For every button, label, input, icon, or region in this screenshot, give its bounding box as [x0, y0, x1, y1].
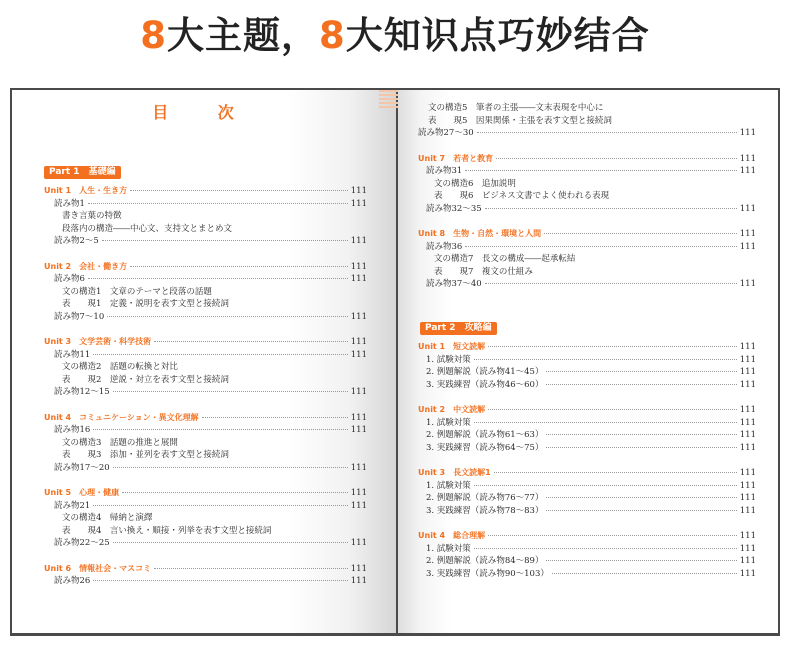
toc-entry-label: 読み物7～10: [54, 311, 105, 322]
toc-entry: [426, 543, 756, 555]
toc-entry: [426, 442, 756, 454]
toc-entry-label: 読み物12～15: [54, 387, 110, 397]
page-number: 111: [739, 493, 756, 503]
left-page: [12, 90, 396, 633]
toc-entry: [62, 449, 367, 461]
toc-entry-label: 1. 試験対策: [426, 417, 471, 428]
toc-entry-label: 文の構造5 筆者の主張――文末表現を中心に: [428, 103, 604, 113]
toc-entry: [426, 555, 756, 567]
unit-title: Unit 5 心理・健康: [44, 488, 120, 497]
toc-entry: [426, 568, 756, 580]
toc-entry: [434, 266, 756, 278]
toc-entry-label: 表 現2 逆説・対立を表す文型と接続詞: [62, 374, 229, 385]
toc-entry: [428, 115, 756, 127]
toc-entry: [434, 253, 756, 265]
toc-entry: [62, 512, 367, 524]
toc-entry: [62, 437, 367, 449]
toc-entry: [54, 349, 367, 361]
toc-entry: [62, 525, 367, 537]
unit-heading: [44, 261, 367, 273]
toc-entry: [62, 286, 367, 298]
toc-entry-label: 読み物6: [54, 274, 85, 284]
page-number: 111: [350, 261, 367, 272]
toc-entry-label: 読み物37～40: [426, 279, 482, 289]
dot-leader: [465, 245, 736, 247]
toc-entry: [426, 429, 756, 441]
unit-title: Unit 7 若者と教育: [418, 153, 494, 163]
toc-entry-label: 1. 試験対策: [426, 480, 471, 491]
page-number: 111: [739, 166, 756, 176]
part-heading-badge: Part 2 攻略編: [420, 322, 497, 335]
dot-leader: [93, 428, 347, 430]
unit-heading: [418, 228, 756, 240]
toc-title: 目 次: [152, 103, 256, 122]
toc-entry-label: 1. 試験対策: [426, 354, 471, 365]
banner-number-2: 8: [319, 14, 346, 57]
page-number: 111: [739, 468, 756, 478]
dot-leader: [488, 408, 737, 410]
dot-leader: [485, 207, 737, 209]
unit-title: Unit 6 情報社会・マスコミ: [44, 563, 152, 573]
dot-leader: [494, 471, 737, 473]
unit-heading: [418, 153, 756, 165]
toc-entry: [426, 203, 756, 215]
unit-heading: [418, 467, 756, 479]
page-number: 111: [350, 488, 367, 498]
toc-entry-label: 3. 実践練習（読み物46～60）: [426, 379, 544, 390]
toc-entry-label: 文の構造7 長文の構成――起承転結: [434, 254, 576, 264]
toc-entry: [54, 311, 367, 323]
dot-leader: [546, 559, 736, 561]
open-book: [10, 88, 780, 636]
page-number: 111: [350, 387, 367, 397]
dot-leader: [113, 541, 348, 543]
dot-leader: [496, 157, 737, 159]
toc-entry-label: 表 現3 添加・並列を表す文型と接続詞: [62, 450, 229, 460]
page-number: 111: [739, 229, 756, 239]
unit-heading: [44, 487, 367, 499]
dot-leader: [88, 277, 348, 279]
dot-leader: [202, 416, 348, 418]
toc-entry: [418, 127, 756, 139]
toc-entry: [426, 492, 756, 504]
toc-entry: [426, 354, 756, 366]
toc-entry: [62, 361, 367, 373]
dot-leader: [485, 282, 737, 284]
toc-entry-label: 読み物27～30: [418, 128, 474, 138]
page-number: 111: [350, 337, 367, 347]
right-page: [398, 90, 778, 633]
page-number: 111: [350, 198, 367, 209]
toc-entry-label: 2. 例題解説（読み物41～45）: [426, 367, 544, 377]
unit-heading: [44, 185, 367, 197]
page-number: 111: [739, 543, 756, 554]
page-number: 111: [739, 153, 756, 164]
toc-entry-label: 読み物26: [54, 576, 91, 586]
dot-leader: [93, 579, 347, 581]
page-number: 111: [739, 354, 756, 365]
unit-heading: [44, 412, 367, 424]
toc-entry: [426, 417, 756, 429]
toc-entry-label: 読み物16: [54, 425, 91, 435]
toc-entry: [62, 210, 367, 222]
toc-entry: [428, 102, 756, 114]
toc-entry: [54, 537, 367, 549]
dot-leader: [130, 189, 348, 191]
unit-title: Unit 2 中文読解: [418, 405, 486, 414]
page-number: 111: [739, 430, 756, 440]
dot-leader: [154, 567, 348, 569]
toc-entry: [54, 424, 367, 436]
toc-entry-label: 3. 実践練習（読み物90～103）: [426, 568, 549, 579]
unit-heading: [418, 404, 756, 416]
page-number: 111: [739, 568, 756, 579]
toc-entry-label: 1. 試験対策: [426, 543, 471, 554]
toc-entry-label: 文の構造4 帰納と演繹: [62, 513, 153, 523]
toc-entry-label: 読み物2～5: [54, 236, 99, 246]
part-heading-badge: Part 1 基礎編: [44, 166, 121, 179]
unit-heading: [418, 341, 756, 353]
toc-entry-label: 表 現4 言い換え・順接・列挙を表す文型と接続詞: [62, 525, 272, 536]
page-number: 111: [350, 186, 367, 196]
unit-title: Unit 3 文学芸術・科学技術: [44, 337, 152, 346]
dot-leader: [546, 496, 736, 498]
page-number: 111: [739, 379, 756, 390]
page-number: 111: [350, 349, 367, 360]
dot-leader: [474, 358, 737, 360]
unit-heading: [44, 336, 367, 348]
page-number: 111: [739, 241, 756, 252]
toc-entry-label: 表 現5 因果関係・主張を表す文型と接続詞: [428, 115, 612, 126]
page-number: 111: [739, 342, 756, 352]
unit-title: Unit 2 会社・働き方: [44, 261, 128, 271]
toc-entry-label: 3. 実践練習（読み物64～75）: [426, 442, 544, 453]
toc-entry: [426, 505, 756, 517]
toc-entry-label: 文の構造6 追加説明: [434, 178, 516, 189]
toc-entry: [426, 278, 756, 290]
toc-entry-label: 読み物11: [54, 349, 91, 360]
toc-entry-label: 表 現6 ビジネス文書でよく使われる表現: [434, 191, 610, 201]
page-number: 111: [739, 405, 756, 415]
dot-leader: [93, 504, 347, 506]
page-number: 111: [350, 274, 367, 284]
page-number: 111: [739, 505, 756, 516]
unit-title: Unit 4 コミュニケーション・異文化理解: [44, 412, 199, 422]
unit-title: Unit 1 短文読解: [418, 342, 486, 351]
dot-leader: [546, 433, 736, 435]
toc-entry: [54, 235, 367, 247]
toc-entry-label: 2. 例題解説（読み物84～89）: [426, 556, 544, 566]
page-number: 111: [350, 500, 367, 511]
page-number: 111: [350, 425, 367, 435]
dot-leader: [544, 232, 737, 234]
page-number: 111: [350, 236, 367, 246]
toc-entry: [426, 165, 756, 177]
toc-entry-label: 3. 実践練習（読み物78～83）: [426, 505, 544, 516]
unit-heading: [44, 563, 367, 575]
dot-leader: [474, 547, 737, 549]
unit-title: Unit 8 生物・自然・環境と人間: [418, 229, 542, 238]
dot-leader: [474, 421, 737, 423]
dot-leader: [465, 169, 736, 171]
toc-entry: [434, 178, 756, 190]
page-number: 111: [350, 538, 367, 548]
toc-entry: [62, 374, 367, 386]
banner-text-1: 大主题，: [167, 14, 319, 57]
dot-leader: [107, 315, 348, 317]
toc-entry-label: 表 現1 定義・説明を表す文型と接続詞: [62, 299, 229, 309]
toc-entry: [54, 462, 367, 474]
page-number: 111: [739, 442, 756, 453]
toc-entry-label: 読み物36: [426, 241, 463, 252]
toc-entry-label: 書き言葉の特徴: [62, 211, 122, 221]
dot-leader: [546, 383, 736, 385]
page-number: 111: [739, 417, 756, 428]
dot-leader: [93, 353, 347, 355]
dot-leader: [546, 446, 736, 448]
page-number: 111: [350, 576, 367, 586]
toc-entry-label: 文の構造1 文章のテーマと段落の話題: [62, 286, 212, 297]
page-number: 111: [350, 311, 367, 322]
toc-entry: [62, 223, 367, 235]
dot-leader: [552, 572, 737, 574]
toc-entry: [426, 366, 756, 378]
toc-entry: [426, 480, 756, 492]
dot-leader: [88, 202, 348, 204]
toc-entry: [434, 190, 756, 202]
dot-leader: [154, 340, 348, 342]
toc-entry-label: 読み物31: [426, 166, 463, 176]
dot-leader: [113, 390, 348, 392]
page-number: 111: [739, 556, 756, 566]
unit-title: Unit 4 総合理解: [418, 531, 486, 540]
unit-heading: [418, 530, 756, 542]
dot-leader: [113, 466, 348, 468]
toc-entry: [54, 198, 367, 210]
page-number: 111: [739, 367, 756, 377]
page-number: 111: [739, 128, 756, 138]
toc-entry-label: 2. 例題解説（読み物61～63）: [426, 430, 544, 440]
toc-entry: [426, 241, 756, 253]
dot-leader: [546, 509, 736, 511]
banner-text-2: 大知识点巧妙结合: [345, 14, 650, 57]
unit-title: Unit 3 長文読解1: [418, 468, 491, 477]
toc-entry: [54, 273, 367, 285]
toc-entry-label: 表 現7 複文の仕組み: [434, 266, 533, 277]
banner-headline: [0, 0, 790, 72]
toc-entry-label: 文の構造3 話題の推進と展開: [62, 437, 178, 448]
dot-leader: [488, 534, 737, 536]
toc-entry-label: 読み物1: [54, 198, 85, 209]
page-number: 111: [350, 462, 367, 473]
toc-entry-label: 読み物22～25: [54, 538, 110, 548]
toc-entry: [54, 386, 367, 398]
page-number: 111: [739, 203, 756, 214]
dot-leader: [477, 131, 737, 133]
dot-leader: [488, 345, 737, 347]
toc-entry-label: 文の構造2 話題の転換と対比: [62, 362, 178, 372]
toc-entry: [54, 500, 367, 512]
toc-entry: [54, 575, 367, 587]
toc-entry-label: 読み物32～35: [426, 203, 482, 214]
banner-number-1: 8: [140, 14, 167, 57]
toc-entry-label: 2. 例題解説（読み物76～77）: [426, 493, 544, 503]
dot-leader: [122, 491, 348, 493]
toc-entry-label: 読み物17～20: [54, 462, 110, 473]
toc-entry: [62, 298, 367, 310]
dot-leader: [130, 265, 348, 267]
dot-leader: [102, 239, 348, 241]
toc-entry-label: 読み物21: [54, 500, 91, 511]
page-number: 111: [739, 480, 756, 491]
dot-leader: [474, 484, 737, 486]
dot-leader: [546, 370, 736, 372]
unit-title: Unit 1 人生・生き方: [44, 186, 128, 195]
page-number: 111: [350, 563, 367, 574]
page-number: 111: [739, 279, 756, 289]
page-number: 111: [739, 531, 756, 541]
toc-entry: [426, 379, 756, 391]
page-number: 111: [350, 412, 367, 423]
toc-entry-label: 段落内の構造――中心文、支持文とまとめ文: [62, 223, 233, 234]
